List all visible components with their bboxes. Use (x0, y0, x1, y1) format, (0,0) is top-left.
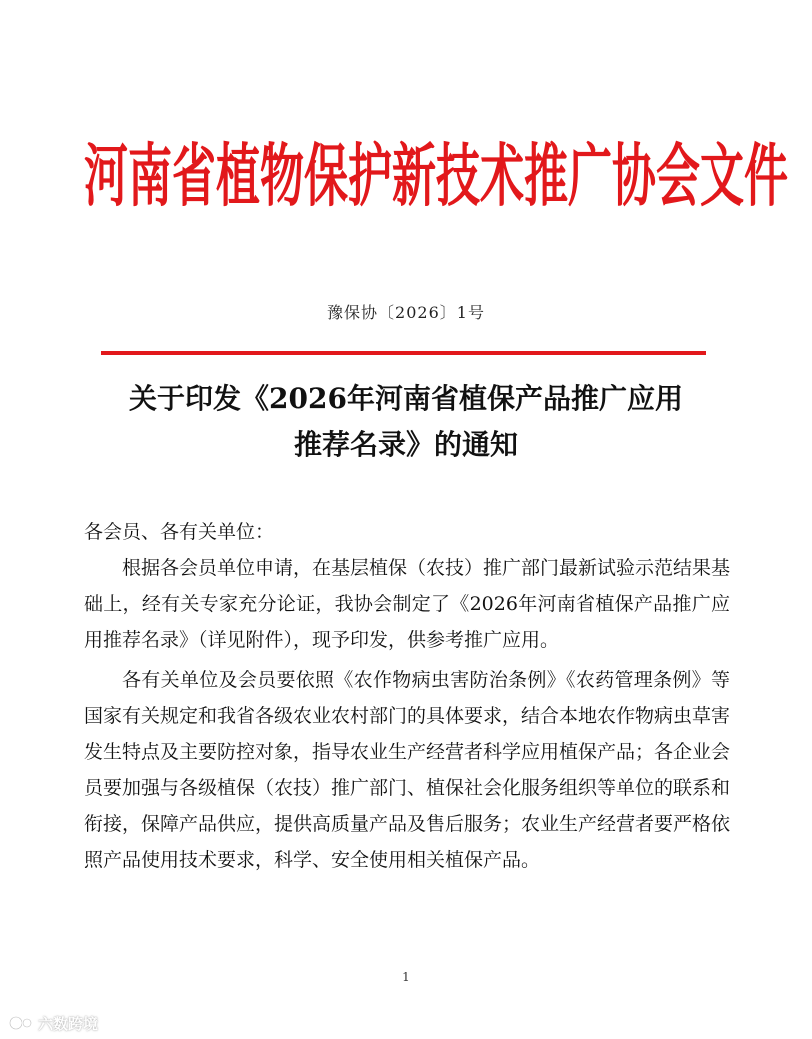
watermark-text: 六数跨境 (38, 1014, 99, 1033)
notice-title (80, 376, 732, 468)
watermark (8, 1010, 98, 1036)
notice-body (84, 514, 730, 878)
notice-title-line-2: 推荐名录》的通知 (293, 428, 518, 461)
notice-title-line-1: 关于印发《2026年河南省植保产品推广应用 (129, 382, 683, 415)
body-paragraph-1: 根据各会员单位申请，在基层植保（农技）推广部门最新试验示范结果基础上，经有关专家充分论证，我协会制定了《2026年河南省植保产品推广应用推荐名录》（详见附件），现予印发，供参考推广应用。 (84, 557, 731, 651)
page-number: 1 (402, 970, 410, 984)
camera-logo-icon (8, 1013, 34, 1033)
red-divider-line (101, 351, 706, 355)
org-header-title: 河南省植物保护新技术推广协会文件 (84, 137, 788, 217)
salutation: 各会员、各有关单位： (84, 521, 275, 543)
document-number: 豫保协〔2026〕1号 (327, 303, 485, 322)
body-paragraph-2: 各有关单位及会员要依照《农作物病虫害防治条例》《农药管理条例》等国家有关规定和我省各级农业农村部门的具体要求，结合本地农作物病虫草害发生特点及主要防控对象，指导农业生产经营者科学应用植保产品；各企业会员要加强与各级植保（农技）推广部门、植保社会化服务组织等单位的联系和衔接，保障产品供应，提供高质量产品及售后服务；农业生产经营者要严格依照产品使用技术要求，科学、安全使用相关植保产品。 (84, 669, 731, 871)
